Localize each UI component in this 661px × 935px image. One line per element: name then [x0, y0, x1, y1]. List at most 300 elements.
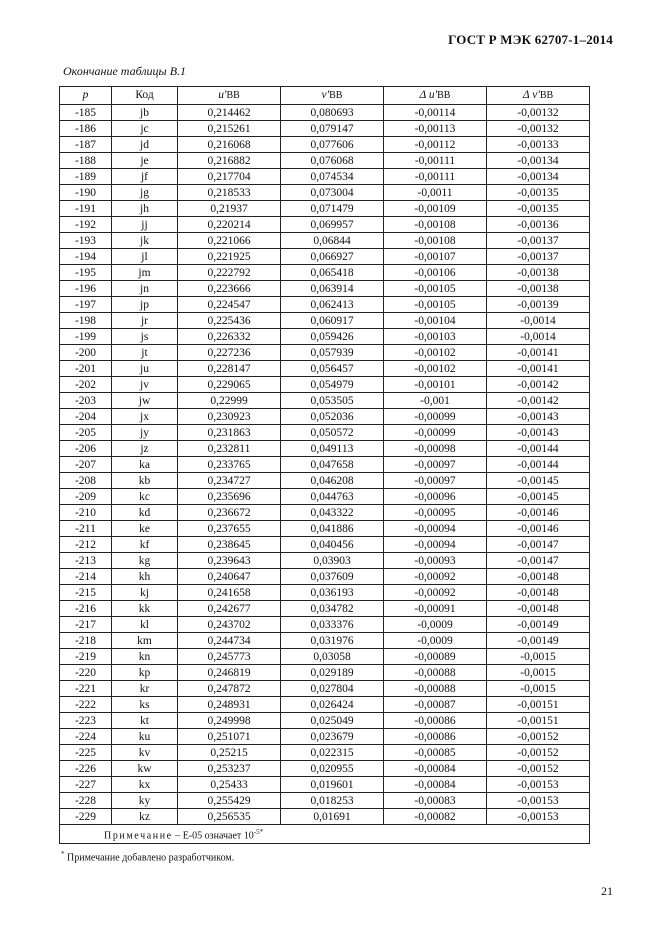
- cell-v-bb: 0,029189: [281, 665, 384, 681]
- cell-delta-u-bb: -0,00097: [384, 473, 487, 489]
- table-row: [60, 281, 590, 297]
- cell-delta-u-bb: -0,00086: [384, 713, 487, 729]
- cell-delta-v-bb: -0,00139: [487, 297, 590, 313]
- cell-delta-u-bb: -0,00104: [384, 313, 487, 329]
- cell-delta-u-bb: -0,00085: [384, 745, 487, 761]
- cell-delta-v-bb: -0,00149: [487, 617, 590, 633]
- table-row: [60, 153, 590, 169]
- cell-v-bb: 0,049113: [281, 441, 384, 457]
- cell-u-bb: 0,21937: [178, 201, 281, 217]
- cell-code: kx: [112, 777, 178, 793]
- table-row: [60, 329, 590, 345]
- cell-p: -191: [60, 201, 112, 217]
- cell-delta-v-bb: -0,0015: [487, 649, 590, 665]
- table-row: [60, 505, 590, 521]
- table-row: [60, 489, 590, 505]
- cell-v-bb: 0,041886: [281, 521, 384, 537]
- cell-v-bb: 0,056457: [281, 361, 384, 377]
- cell-v-bb: 0,057939: [281, 345, 384, 361]
- cell-u-bb: 0,240647: [178, 569, 281, 585]
- cell-delta-u-bb: -0,001: [384, 393, 487, 409]
- column-header-code: Код: [112, 87, 178, 105]
- table-row: [60, 585, 590, 601]
- cell-delta-v-bb: -0,00147: [487, 537, 590, 553]
- cell-code: jc: [112, 121, 178, 137]
- cell-p: -204: [60, 409, 112, 425]
- cell-u-bb: 0,229065: [178, 377, 281, 393]
- cell-code: ke: [112, 521, 178, 537]
- cell-p: -226: [60, 761, 112, 777]
- cell-u-bb: 0,237655: [178, 521, 281, 537]
- cell-delta-u-bb: -0,00088: [384, 681, 487, 697]
- cell-delta-v-bb: -0,00141: [487, 361, 590, 377]
- cell-u-bb: 0,243702: [178, 617, 281, 633]
- cell-delta-v-bb: -0,00145: [487, 473, 590, 489]
- cell-p: -203: [60, 393, 112, 409]
- cell-code: kw: [112, 761, 178, 777]
- cell-v-bb: 0,044763: [281, 489, 384, 505]
- table-row: [60, 649, 590, 665]
- cell-p: -193: [60, 233, 112, 249]
- cell-p: -190: [60, 185, 112, 201]
- table-row: [60, 713, 590, 729]
- table-row: [60, 665, 590, 681]
- cell-delta-v-bb: -0,00137: [487, 233, 590, 249]
- cell-p: -198: [60, 313, 112, 329]
- cell-delta-v-bb: -0,00145: [487, 489, 590, 505]
- cell-u-bb: 0,25433: [178, 777, 281, 793]
- table-row: [60, 393, 590, 409]
- cell-v-bb: 0,047658: [281, 457, 384, 473]
- cell-code: kr: [112, 681, 178, 697]
- cell-v-bb: 0,033376: [281, 617, 384, 633]
- cell-delta-v-bb: -0,00142: [487, 393, 590, 409]
- cell-p: -217: [60, 617, 112, 633]
- cell-code: kh: [112, 569, 178, 585]
- cell-u-bb: 0,233765: [178, 457, 281, 473]
- cell-code: kj: [112, 585, 178, 601]
- table-row: [60, 681, 590, 697]
- cell-delta-u-bb: -0,00092: [384, 569, 487, 585]
- cell-u-bb: 0,224547: [178, 297, 281, 313]
- cell-delta-u-bb: -0,00084: [384, 777, 487, 793]
- cell-v-bb: 0,019601: [281, 777, 384, 793]
- document-code: ГОСТ Р МЭК 62707-1–2014: [448, 32, 613, 47]
- cell-delta-v-bb: -0,00142: [487, 377, 590, 393]
- cell-p: -194: [60, 249, 112, 265]
- cell-delta-v-bb: -0,00148: [487, 569, 590, 585]
- cell-code: jr: [112, 313, 178, 329]
- cell-delta-u-bb: -0,00099: [384, 409, 487, 425]
- cell-code: jk: [112, 233, 178, 249]
- data-table: [59, 86, 590, 844]
- cell-delta-u-bb: -0,00107: [384, 249, 487, 265]
- cell-code: kl: [112, 617, 178, 633]
- cell-u-bb: 0,221925: [178, 249, 281, 265]
- cell-u-bb: 0,214462: [178, 105, 281, 121]
- table-row: [60, 169, 590, 185]
- cell-code: km: [112, 633, 178, 649]
- cell-u-bb: 0,220214: [178, 217, 281, 233]
- table-row: [60, 569, 590, 585]
- cell-v-bb: 0,059426: [281, 329, 384, 345]
- cell-delta-v-bb: -0,00134: [487, 153, 590, 169]
- cell-u-bb: 0,222792: [178, 265, 281, 281]
- cell-delta-u-bb: -0,00112: [384, 137, 487, 153]
- table-caption: Окончание таблицы B.1: [63, 64, 187, 78]
- cell-p: -187: [60, 137, 112, 153]
- cell-v-bb: 0,074534: [281, 169, 384, 185]
- cell-code: jz: [112, 441, 178, 457]
- cell-delta-v-bb: -0,00149: [487, 633, 590, 649]
- cell-code: jm: [112, 265, 178, 281]
- cell-delta-v-bb: -0,00152: [487, 729, 590, 745]
- cell-u-bb: 0,241658: [178, 585, 281, 601]
- cell-v-bb: 0,022315: [281, 745, 384, 761]
- cell-u-bb: 0,216882: [178, 153, 281, 169]
- cell-code: jy: [112, 425, 178, 441]
- cell-code: jl: [112, 249, 178, 265]
- cell-u-bb: 0,255429: [178, 793, 281, 809]
- cell-code: je: [112, 153, 178, 169]
- cell-p: -199: [60, 329, 112, 345]
- cell-delta-u-bb: -0,00091: [384, 601, 487, 617]
- cell-delta-u-bb: -0,00095: [384, 505, 487, 521]
- cell-code: jx: [112, 409, 178, 425]
- cell-delta-v-bb: -0,00141: [487, 345, 590, 361]
- cell-code: ks: [112, 697, 178, 713]
- cell-delta-u-bb: -0,00113: [384, 121, 487, 137]
- cell-code: kp: [112, 665, 178, 681]
- cell-v-bb: 0,079147: [281, 121, 384, 137]
- cell-code: ky: [112, 793, 178, 809]
- table-row: [60, 457, 590, 473]
- cell-code: jj: [112, 217, 178, 233]
- cell-code: kb: [112, 473, 178, 489]
- table-row: [60, 361, 590, 377]
- cell-delta-u-bb: -0,00102: [384, 345, 487, 361]
- cell-p: -220: [60, 665, 112, 681]
- cell-v-bb: 0,020955: [281, 761, 384, 777]
- cell-delta-u-bb: -0,00108: [384, 233, 487, 249]
- cell-code: jb: [112, 105, 178, 121]
- cell-delta-v-bb: -0,00134: [487, 169, 590, 185]
- cell-delta-u-bb: -0,00111: [384, 153, 487, 169]
- table-row: [60, 729, 590, 745]
- cell-delta-u-bb: -0,00084: [384, 761, 487, 777]
- cell-delta-u-bb: -0,00109: [384, 201, 487, 217]
- cell-delta-u-bb: -0,00082: [384, 809, 487, 825]
- cell-u-bb: 0,253237: [178, 761, 281, 777]
- cell-delta-v-bb: -0,00153: [487, 777, 590, 793]
- cell-u-bb: 0,221066: [178, 233, 281, 249]
- cell-code: kf: [112, 537, 178, 553]
- cell-code: jf: [112, 169, 178, 185]
- table-row: [60, 761, 590, 777]
- cell-v-bb: 0,043322: [281, 505, 384, 521]
- cell-code: kt: [112, 713, 178, 729]
- cell-delta-v-bb: -0,00144: [487, 441, 590, 457]
- cell-p: -206: [60, 441, 112, 457]
- cell-code: ka: [112, 457, 178, 473]
- cell-delta-u-bb: -0,00096: [384, 489, 487, 505]
- cell-delta-v-bb: -0,00152: [487, 745, 590, 761]
- note-label: Примечание: [104, 830, 173, 842]
- cell-v-bb: 0,023679: [281, 729, 384, 745]
- cell-p: -213: [60, 553, 112, 569]
- table-row: [60, 601, 590, 617]
- cell-delta-u-bb: -0,00101: [384, 377, 487, 393]
- cell-u-bb: 0,238645: [178, 537, 281, 553]
- cell-delta-u-bb: -0,00105: [384, 281, 487, 297]
- cell-v-bb: 0,031976: [281, 633, 384, 649]
- cell-p: -186: [60, 121, 112, 137]
- cell-delta-v-bb: -0,00143: [487, 425, 590, 441]
- table-note: [60, 825, 590, 844]
- cell-code: jv: [112, 377, 178, 393]
- cell-p: -196: [60, 281, 112, 297]
- footnote-mark: *: [61, 850, 65, 858]
- cell-v-bb: 0,071479: [281, 201, 384, 217]
- table-row: [60, 377, 590, 393]
- cell-u-bb: 0,244734: [178, 633, 281, 649]
- cell-delta-u-bb: -0,00098: [384, 441, 487, 457]
- cell-u-bb: 0,223666: [178, 281, 281, 297]
- table-row: [60, 345, 590, 361]
- table-row: [60, 409, 590, 425]
- cell-u-bb: 0,226332: [178, 329, 281, 345]
- cell-u-bb: 0,232811: [178, 441, 281, 457]
- cell-p: -215: [60, 585, 112, 601]
- cell-v-bb: 0,03058: [281, 649, 384, 665]
- cell-delta-v-bb: -0,00151: [487, 713, 590, 729]
- table-body: [60, 105, 590, 825]
- table-row: [60, 121, 590, 137]
- cell-delta-v-bb: -0,00146: [487, 505, 590, 521]
- cell-delta-v-bb: -0,00136: [487, 217, 590, 233]
- footnote-separator: [61, 843, 195, 844]
- cell-delta-u-bb: -0,00108: [384, 217, 487, 233]
- cell-delta-v-bb: -0,00146: [487, 521, 590, 537]
- cell-v-bb: 0,063914: [281, 281, 384, 297]
- cell-u-bb: 0,22999: [178, 393, 281, 409]
- cell-delta-u-bb: -0,00097: [384, 457, 487, 473]
- table-row: [60, 233, 590, 249]
- cell-delta-v-bb: -0,00132: [487, 105, 590, 121]
- cell-u-bb: 0,217704: [178, 169, 281, 185]
- cell-delta-v-bb: -0,00152: [487, 761, 590, 777]
- cell-p: -208: [60, 473, 112, 489]
- table-row: [60, 105, 590, 121]
- cell-u-bb: 0,230923: [178, 409, 281, 425]
- table-row: [60, 185, 590, 201]
- cell-u-bb: 0,247872: [178, 681, 281, 697]
- table-row: [60, 537, 590, 553]
- cell-u-bb: 0,25215: [178, 745, 281, 761]
- cell-v-bb: 0,018253: [281, 793, 384, 809]
- cell-v-bb: 0,060917: [281, 313, 384, 329]
- cell-v-bb: 0,036193: [281, 585, 384, 601]
- table-row: [60, 633, 590, 649]
- cell-p: -218: [60, 633, 112, 649]
- table-row: [60, 137, 590, 153]
- cell-delta-u-bb: -0,00106: [384, 265, 487, 281]
- cell-u-bb: 0,236672: [178, 505, 281, 521]
- cell-code: kg: [112, 553, 178, 569]
- cell-delta-u-bb: -0,00105: [384, 297, 487, 313]
- cell-delta-u-bb: -0,00102: [384, 361, 487, 377]
- cell-p: -207: [60, 457, 112, 473]
- cell-code: kn: [112, 649, 178, 665]
- cell-p: -212: [60, 537, 112, 553]
- cell-u-bb: 0,234727: [178, 473, 281, 489]
- cell-v-bb: 0,080693: [281, 105, 384, 121]
- table-row: [60, 793, 590, 809]
- cell-p: -223: [60, 713, 112, 729]
- note-text: – E-05 означает 10: [172, 830, 254, 842]
- cell-p: -201: [60, 361, 112, 377]
- cell-v-bb: 0,046208: [281, 473, 384, 489]
- table-row: [60, 297, 590, 313]
- cell-delta-v-bb: -0,00147: [487, 553, 590, 569]
- column-header-p: p: [60, 87, 112, 105]
- cell-p: -189: [60, 169, 112, 185]
- table-row: [60, 745, 590, 761]
- cell-delta-v-bb: -0,00133: [487, 137, 590, 153]
- cell-delta-u-bb: -0,00087: [384, 697, 487, 713]
- cell-delta-u-bb: -0,00089: [384, 649, 487, 665]
- table-row: [60, 425, 590, 441]
- cell-v-bb: 0,052036: [281, 409, 384, 425]
- cell-u-bb: 0,242677: [178, 601, 281, 617]
- cell-delta-u-bb: -0,00088: [384, 665, 487, 681]
- table-row: [60, 521, 590, 537]
- table-row: [60, 697, 590, 713]
- cell-delta-u-bb: -0,0009: [384, 617, 487, 633]
- cell-v-bb: 0,066927: [281, 249, 384, 265]
- cell-v-bb: 0,050572: [281, 425, 384, 441]
- cell-delta-v-bb: -0,00137: [487, 249, 590, 265]
- column-header-delta-u-bb: Δ u'BB: [384, 87, 487, 105]
- cell-code: jw: [112, 393, 178, 409]
- cell-u-bb: 0,248931: [178, 697, 281, 713]
- cell-p: -229: [60, 809, 112, 825]
- table-row: [60, 617, 590, 633]
- column-header-u-bb: u'BB: [178, 87, 281, 105]
- cell-delta-u-bb: -0,00094: [384, 521, 487, 537]
- cell-delta-u-bb: -0,00103: [384, 329, 487, 345]
- cell-code: kc: [112, 489, 178, 505]
- cell-v-bb: 0,037609: [281, 569, 384, 585]
- cell-delta-u-bb: -0,00086: [384, 729, 487, 745]
- cell-p: -210: [60, 505, 112, 521]
- cell-delta-u-bb: -0,00114: [384, 105, 487, 121]
- cell-v-bb: 0,026424: [281, 697, 384, 713]
- cell-p: -205: [60, 425, 112, 441]
- cell-p: -219: [60, 649, 112, 665]
- table-note-row: [60, 825, 590, 844]
- cell-delta-u-bb: -0,0011: [384, 185, 487, 201]
- table-row: [60, 553, 590, 569]
- footnote: [61, 850, 234, 863]
- cell-v-bb: 0,053505: [281, 393, 384, 409]
- cell-v-bb: 0,077606: [281, 137, 384, 153]
- cell-p: -227: [60, 777, 112, 793]
- cell-v-bb: 0,040456: [281, 537, 384, 553]
- cell-delta-u-bb: -0,00093: [384, 553, 487, 569]
- cell-code: jg: [112, 185, 178, 201]
- cell-v-bb: 0,03903: [281, 553, 384, 569]
- cell-u-bb: 0,251071: [178, 729, 281, 745]
- cell-code: kd: [112, 505, 178, 521]
- cell-delta-v-bb: -0,00151: [487, 697, 590, 713]
- cell-u-bb: 0,216068: [178, 137, 281, 153]
- cell-v-bb: 0,076068: [281, 153, 384, 169]
- cell-delta-v-bb: -0,00153: [487, 793, 590, 809]
- cell-delta-v-bb: -0,00132: [487, 121, 590, 137]
- footnote-text: Примечание добавлено разработчиком.: [64, 852, 235, 864]
- cell-delta-u-bb: -0,00094: [384, 537, 487, 553]
- cell-delta-u-bb: -0,00099: [384, 425, 487, 441]
- cell-delta-v-bb: -0,00153: [487, 809, 590, 825]
- cell-code: kk: [112, 601, 178, 617]
- cell-p: -214: [60, 569, 112, 585]
- cell-delta-v-bb: -0,00138: [487, 281, 590, 297]
- cell-p: -228: [60, 793, 112, 809]
- cell-delta-v-bb: -0,00135: [487, 185, 590, 201]
- table-header-row: [60, 87, 590, 105]
- cell-code: jh: [112, 201, 178, 217]
- cell-delta-v-bb: -0,0015: [487, 681, 590, 697]
- cell-code: jd: [112, 137, 178, 153]
- table-row: [60, 473, 590, 489]
- cell-delta-v-bb: -0,00135: [487, 201, 590, 217]
- cell-code: jn: [112, 281, 178, 297]
- cell-p: -221: [60, 681, 112, 697]
- table-row: [60, 265, 590, 281]
- cell-code: jp: [112, 297, 178, 313]
- cell-delta-v-bb: -0,0014: [487, 313, 590, 329]
- cell-p: -209: [60, 489, 112, 505]
- cell-p: -224: [60, 729, 112, 745]
- table-row: [60, 313, 590, 329]
- cell-p: -216: [60, 601, 112, 617]
- cell-u-bb: 0,231863: [178, 425, 281, 441]
- cell-delta-u-bb: -0,00092: [384, 585, 487, 601]
- column-header-v-bb: v'BB: [281, 87, 384, 105]
- cell-delta-u-bb: -0,00111: [384, 169, 487, 185]
- note-mark: *: [259, 828, 264, 836]
- cell-p: -225: [60, 745, 112, 761]
- cell-v-bb: 0,065418: [281, 265, 384, 281]
- cell-p: -197: [60, 297, 112, 313]
- table-row: [60, 809, 590, 825]
- cell-p: -188: [60, 153, 112, 169]
- note-exponent: -5: [253, 828, 260, 836]
- cell-delta-v-bb: -0,0015: [487, 665, 590, 681]
- cell-v-bb: 0,054979: [281, 377, 384, 393]
- cell-code: kz: [112, 809, 178, 825]
- cell-p: -195: [60, 265, 112, 281]
- cell-code: ku: [112, 729, 178, 745]
- cell-v-bb: 0,062413: [281, 297, 384, 313]
- cell-v-bb: 0,06844: [281, 233, 384, 249]
- table-row: [60, 201, 590, 217]
- cell-delta-v-bb: -0,00144: [487, 457, 590, 473]
- cell-v-bb: 0,025049: [281, 713, 384, 729]
- cell-u-bb: 0,256535: [178, 809, 281, 825]
- cell-v-bb: 0,01691: [281, 809, 384, 825]
